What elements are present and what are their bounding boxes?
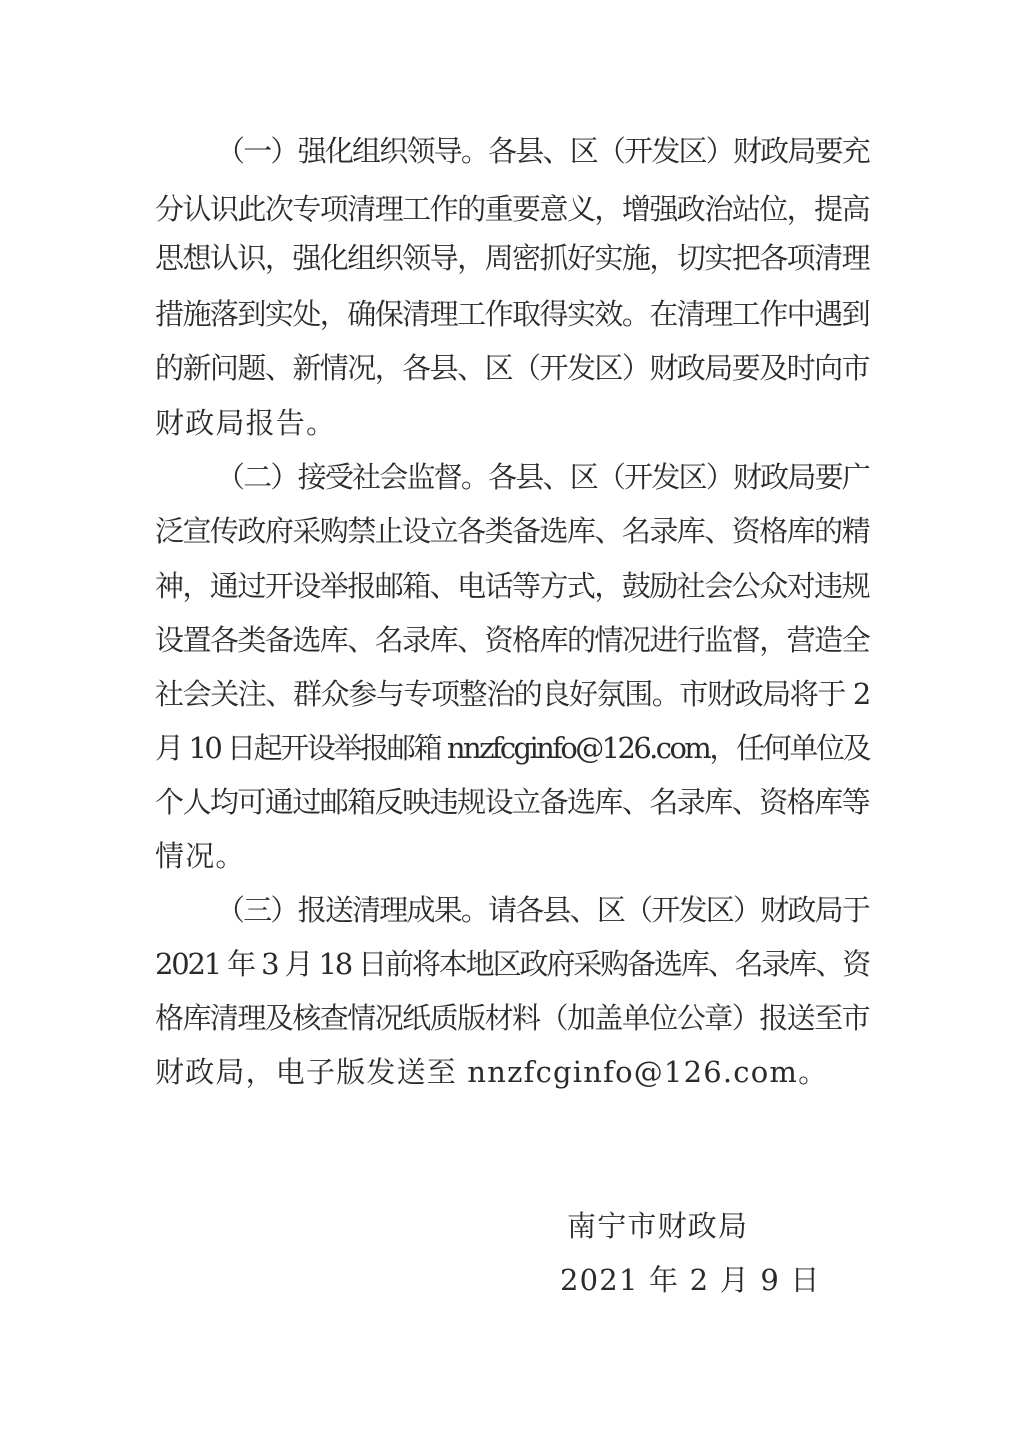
- paragraph-2-line-4: 设置各类备选库、名录库、资格库的情况进行监督，营造全: [155, 623, 869, 657]
- signature-organization: 南宁市财政局: [567, 1209, 749, 1243]
- paragraph-3-line-1: （三）报送清理成果。请各县、区（开发区）财政局于: [216, 893, 869, 927]
- paragraph-1-line-5: 的新问题、新情况，各县、区（开发区）财政局要及时向市: [155, 351, 869, 385]
- paragraph-1-line-6: 财政局报告。: [155, 406, 337, 440]
- paragraph-1-line-1: （一）强化组织领导。各县、区（开发区）财政局要充: [216, 134, 869, 168]
- paragraph-2-line-1: （二）接受社会监督。各县、区（开发区）财政局要广: [216, 460, 869, 494]
- paragraph-3-line-2: 2021 年 3 月 18 日前将本地区政府采购备选库、名录库、资: [155, 947, 869, 981]
- paragraph-3-line-4: 财政局，电子版发送至 nnzfcginfo@126.com。: [155, 1055, 829, 1089]
- signature-date: 2021 年 2 月 9 日: [560, 1263, 821, 1297]
- paragraph-2-line-8: 情况。: [155, 839, 246, 873]
- paragraph-2-line-3: 神，通过开设举报邮箱、电话等方式，鼓励社会公众对违规: [155, 569, 869, 603]
- paragraph-1-line-3: 思想认识，强化组织领导，周密抓好实施，切实把各项清理: [155, 241, 869, 275]
- paragraph-1-line-4: 措施落到实处，确保清理工作取得实效。在清理工作中遇到: [155, 297, 869, 331]
- paragraph-2-line-6: 月 10 日起开设举报邮箱 nnzfcginfo@126.com，任何单位及: [155, 731, 869, 765]
- paragraph-2-line-7: 个人均可通过邮箱反映违规设立备选库、名录库、资格库等: [155, 785, 869, 819]
- paragraph-2-line-5: 社会关注、群众参与专项整治的良好氛围。市财政局将于 2: [155, 677, 870, 711]
- paragraph-2-line-2: 泛宣传政府采购禁止设立各类备选库、名录库、资格库的精: [155, 514, 869, 548]
- paragraph-1-line-2: 分认识此次专项清理工作的重要意义，增强政治站位，提高: [155, 192, 869, 226]
- paragraph-3-line-3: 格库清理及核查情况纸质版材料（加盖单位公章）报送至市: [155, 1001, 869, 1035]
